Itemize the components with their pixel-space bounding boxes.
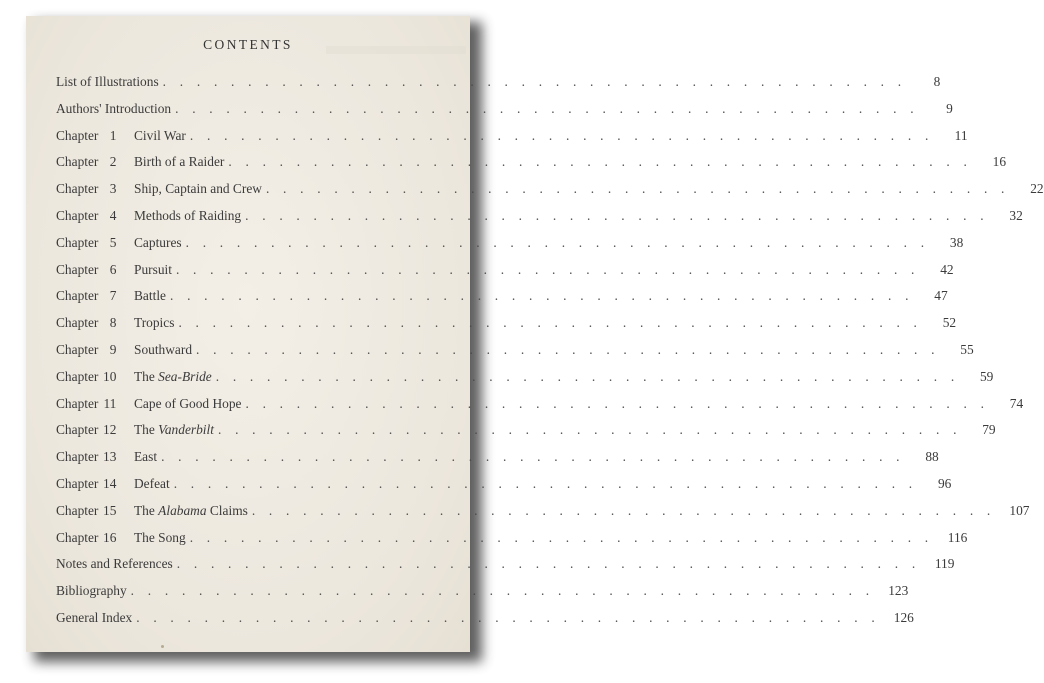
chapter-label bbox=[56, 417, 134, 444]
chapter-number: 7 bbox=[109, 288, 117, 304]
chapter-number: 4 bbox=[109, 207, 117, 223]
chapter-title: Defeat bbox=[134, 475, 170, 491]
toc-entry-chapter-7 bbox=[56, 283, 948, 310]
chapter-label bbox=[56, 337, 134, 364]
chapter-word: Chapter bbox=[56, 341, 99, 357]
page-number: 126 bbox=[893, 609, 914, 625]
leader-dots: . . . . . . . . . . . . . . . . . . . . . . . . . . . . . . . . . . . . . . . . . . . . bbox=[130, 583, 875, 599]
chapter-word: Chapter bbox=[56, 475, 99, 491]
chapter-title: East bbox=[134, 449, 158, 465]
chapter-title: Southward bbox=[134, 341, 193, 357]
title-italic: Vanderbilt bbox=[158, 422, 214, 438]
chapter-number: 5 bbox=[109, 234, 117, 250]
chapter-title: Captures bbox=[134, 234, 182, 250]
toc-entry-chapter-10 bbox=[56, 364, 994, 391]
page-title: CONTENTS bbox=[203, 37, 293, 52]
page-number: 22 bbox=[1030, 181, 1044, 197]
chapter-title: Battle bbox=[134, 288, 166, 304]
chapter-word: Chapter bbox=[56, 368, 99, 384]
chapter-label bbox=[56, 498, 134, 525]
chapter-label bbox=[56, 123, 134, 150]
toc-entry-chapter-1 bbox=[56, 123, 968, 150]
page-number: 8 bbox=[933, 74, 941, 89]
chapter-title: Ship, Captain and Crew bbox=[134, 181, 262, 197]
chapter-word: Chapter bbox=[56, 529, 99, 545]
chapter-label bbox=[56, 364, 134, 391]
title-text: The bbox=[134, 368, 159, 384]
toc-entry-chapter-4 bbox=[56, 203, 1023, 230]
toc-entry-chapter-16 bbox=[56, 525, 968, 552]
toc-entry-list-of-illustrations bbox=[56, 69, 941, 96]
chapter-title: Cape of Good Hope bbox=[134, 395, 242, 411]
chapter-number: 11 bbox=[103, 395, 117, 411]
page-number: 79 bbox=[982, 422, 996, 438]
entry-label: List of Illustrations bbox=[56, 74, 159, 89]
chapter-title bbox=[134, 364, 212, 391]
toc-entry-authors-introduction bbox=[56, 96, 953, 123]
toc-entry-chapter-15 bbox=[56, 498, 1030, 525]
chapter-word: Chapter bbox=[56, 261, 99, 277]
chapter-number: 14 bbox=[103, 475, 117, 491]
chapter-number: 3 bbox=[109, 181, 117, 197]
page-number: 116 bbox=[947, 529, 968, 545]
chapter-label bbox=[56, 471, 134, 498]
chapter-label bbox=[56, 149, 134, 176]
toc-entry-chapter-3 bbox=[56, 176, 1044, 203]
leader-dots: . . . . . . . . . . . . . . . . . . . . . . . . . . . . . . . . . . . . . . . . . . . . bbox=[162, 74, 907, 89]
leader-dots: . . . . . . . . . . . . . . . . . . . . . . . . . . . . . . . . . . . . . . . . . . . . bbox=[196, 341, 940, 357]
chapter-label bbox=[56, 391, 134, 418]
chapter-label bbox=[56, 203, 134, 230]
chapter-word: Chapter bbox=[56, 207, 99, 223]
chapter-word: Chapter bbox=[56, 449, 99, 465]
leader-dots: . . . . . . . . . . . . . . . . . . . . . . . . . . . . . . . . . . . . . . . . . . . . bbox=[175, 261, 920, 277]
chapter-number: 13 bbox=[103, 449, 117, 465]
entry-label: Bibliography bbox=[56, 583, 127, 599]
chapter-label bbox=[56, 525, 134, 552]
chapter-number: 6 bbox=[109, 261, 117, 277]
toc-entry-chapter-5 bbox=[56, 230, 964, 257]
page-number: 52 bbox=[942, 315, 957, 331]
chapter-word: Chapter bbox=[56, 234, 99, 250]
table-of-contents bbox=[56, 69, 1044, 632]
chapter-title: Birth of a Raider bbox=[134, 154, 225, 170]
chapter-label bbox=[56, 283, 134, 310]
toc-entry-chapter-6 bbox=[56, 257, 954, 284]
chapter-title: Civil War bbox=[134, 127, 186, 143]
leader-dots: . . . . . . . . . . . . . . . . . . . . . . . . . . . . . . . . . . . . . . . . . . . . bbox=[173, 475, 918, 491]
page-number: 119 bbox=[934, 556, 955, 572]
chapter-title: Pursuit bbox=[134, 261, 172, 277]
leader-dots: . . . . . . . . . . . . . . . . . . . . . . . . . . . . . . . . . . . . . . . . . . . . bbox=[161, 449, 905, 465]
chapter-word: Chapter bbox=[56, 315, 99, 331]
page-number: 32 bbox=[1009, 207, 1023, 223]
chapter-label bbox=[56, 310, 134, 337]
page-number: 107 bbox=[1009, 502, 1030, 518]
chapter-label bbox=[56, 230, 134, 257]
leader-dots: . . . . . . . . . . . . . . . . . . . . . . . . . . . . . . . . . . . . . . . . . . . . bbox=[245, 395, 990, 411]
leader-dots: . . . . . . . . . . . . . . . . . . . . . . . . . . . . . . . . . . . . . . . . . . . . bbox=[169, 288, 914, 304]
chapter-title: Tropics bbox=[134, 315, 175, 331]
page-number: 96 bbox=[937, 475, 952, 491]
chapter-number: 10 bbox=[103, 368, 117, 384]
page-number: 38 bbox=[949, 234, 964, 250]
leader-dots: . . . . . . . . . . . . . . . . . . . . . . . . . . . . . . . . . . . . . . . . . . . . bbox=[189, 529, 934, 545]
chapter-word: Chapter bbox=[56, 422, 99, 438]
entry-label: Notes and References bbox=[56, 556, 173, 572]
page-number: 59 bbox=[979, 368, 994, 384]
chapter-number: 15 bbox=[103, 502, 117, 518]
toc-entry-chapter-13 bbox=[56, 444, 939, 471]
toc-entry-bibliography bbox=[56, 578, 909, 605]
page-number: 74 bbox=[1009, 395, 1024, 411]
leader-dots: . . . . . . . . . . . . . . . . . . . . . . . . . . . . . . . . . . . . . . . . . . . . bbox=[189, 127, 934, 143]
chapter-number: 8 bbox=[109, 315, 117, 331]
chapter-number: 16 bbox=[103, 529, 117, 545]
page-number: 11 bbox=[954, 127, 968, 143]
chapter-number: 1 bbox=[109, 127, 117, 143]
chapter-word: Chapter bbox=[56, 395, 99, 411]
leader-dots: . . . . . . . . . . . . . . . . . . . . . . . . . . . . . . . . . . . . . . . . . . . . bbox=[175, 100, 919, 116]
book-page bbox=[26, 16, 1044, 652]
title-italic: Sea-Bride bbox=[158, 368, 212, 384]
toc-entry-chapter-11 bbox=[56, 391, 1024, 418]
toc-entry-chapter-2 bbox=[56, 149, 1007, 176]
leader-dots: . . . . . . . . . . . . . . . . . . . . . . . . . . . . . . . . . . . . . . . . . . . . bbox=[228, 154, 973, 170]
leader-dots: . . . . . . . . . . . . . . . . . . . . . . . . . . . . . . . . . . . . . . . . . . . . bbox=[217, 422, 962, 438]
chapter-title bbox=[134, 498, 248, 525]
chapter-word: Chapter bbox=[56, 127, 99, 143]
page-number: 123 bbox=[888, 583, 909, 599]
paper-speck bbox=[161, 645, 164, 648]
chapter-word: Chapter bbox=[56, 502, 99, 518]
chapter-word: Chapter bbox=[56, 154, 99, 170]
title-italic: Alabama bbox=[158, 502, 207, 518]
title-text: The bbox=[134, 422, 159, 438]
chapter-number: 9 bbox=[109, 341, 117, 357]
page-number: 16 bbox=[992, 154, 1007, 170]
chapter-number: 2 bbox=[109, 154, 117, 170]
chapter-label bbox=[56, 257, 134, 284]
chapter-number: 12 bbox=[103, 422, 117, 438]
toc-entry-general-index bbox=[56, 605, 914, 632]
toc-entry-chapter-12 bbox=[56, 417, 996, 444]
leader-dots: . . . . . . . . . . . . . . . . . . . . . . . . . . . . . . . . . . . . . . . . . . . . bbox=[245, 207, 989, 223]
page-number: 88 bbox=[925, 449, 939, 465]
leader-dots: . . . . . . . . . . . . . . . . . . . . . . . . . . . . . . . . . . . . . . . . . . . . bbox=[215, 368, 960, 384]
chapter-word: Chapter bbox=[56, 288, 99, 304]
leader-dots: . . . . . . . . . . . . . . . . . . . . . . . . . . . . . . . . . . . . . . . . . . . . bbox=[178, 315, 923, 331]
page-number: 42 bbox=[940, 261, 954, 277]
toc-entry-chapter-9 bbox=[56, 337, 974, 364]
leader-dots: . . . . . . . . . . . . . . . . . . . . . . . . . . . . . . . . . . . . . . . . . . . . bbox=[176, 556, 921, 572]
chapter-word: Chapter bbox=[56, 181, 99, 197]
leader-dots: . . . . . . . . . . . . . . . . . . . . . . . . . . . . . . . . . . . . . . . . . . . . bbox=[136, 609, 880, 625]
entry-label: General Index bbox=[56, 609, 133, 625]
page-number: 55 bbox=[960, 341, 974, 357]
chapter-title: The Song bbox=[134, 529, 186, 545]
leader-dots: . . . . . . . . . . . . . . . . . . . . . . . . . . . . . . . . . . . . . . . . . . . . bbox=[185, 234, 930, 250]
chapter-label bbox=[56, 176, 134, 203]
chapter-title bbox=[134, 417, 214, 444]
page-number: 9 bbox=[946, 100, 953, 116]
toc-entry-chapter-8 bbox=[56, 310, 957, 337]
page-number: 47 bbox=[934, 288, 948, 304]
title-text: Claims bbox=[206, 502, 248, 518]
chapter-title: Methods of Raiding bbox=[134, 207, 242, 223]
toc-entry-chapter-14 bbox=[56, 471, 952, 498]
toc-entry-notes-and-references bbox=[56, 551, 955, 578]
leader-dots: . . . . . . . . . . . . . . . . . . . . . . . . . . . . . . . . . . . . . . . . . . . . bbox=[265, 181, 1010, 197]
entry-label: Authors' Introduction bbox=[56, 100, 172, 116]
chapter-label bbox=[56, 444, 134, 471]
leader-dots: . . . . . . . . . . . . . . . . . . . . . . . . . . . . . . . . . . . . . . . . . . . . bbox=[251, 502, 996, 518]
title-text: The bbox=[134, 502, 159, 518]
